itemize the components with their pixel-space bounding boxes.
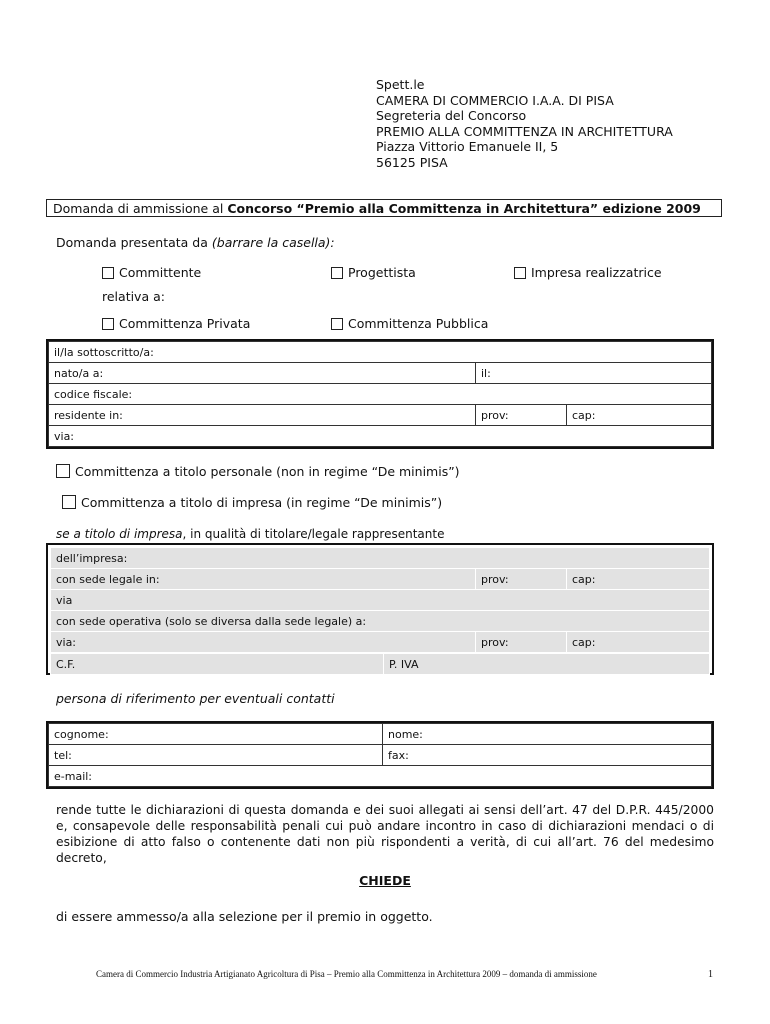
field-cognome[interactable]: cognome: <box>49 724 383 745</box>
checkbox-icon[interactable] <box>102 267 114 279</box>
field-codice-fiscale[interactable]: codice fiscale: <box>49 384 712 405</box>
checkbox-icon[interactable] <box>56 464 70 478</box>
recipient-line: 56125 PISA <box>376 154 448 170</box>
relativa-label: relativa a: <box>102 289 165 304</box>
checkbox-label: Committente <box>119 265 202 280</box>
impresa-intro-italic: se a titolo di impresa <box>56 527 183 541</box>
declaration-paragraph: rende tutte le dichiarazioni di questa domanda e dei suoi allegati ai sensi dell’art. 47 del D.P.R. 445/2000 e, consapevole delle responsabilità penali cui può andare incontro in caso di dichiarazioni mendaci o di esibizione di atto falso o contenente dati non più rispondenti a verità, di cui all’art. 76 del medesimo decreto, <box>56 803 714 865</box>
recipient-line: Segreteria del Concorso <box>376 108 527 124</box>
field-residente[interactable]: residente in: <box>49 405 476 426</box>
request-text: di essere ammesso/a alla selezione per il premio in oggetto. <box>56 909 433 924</box>
presented-by-hint: (barrare la casella): <box>211 235 335 250</box>
signer-table <box>46 339 714 449</box>
checkbox-label: Impresa realizzatrice <box>531 265 662 280</box>
field-residente-cap[interactable]: cap: <box>567 405 712 426</box>
impresa-intro-text: , in qualità di titolare/legale rappresentante <box>182 527 445 541</box>
checkbox-icon[interactable] <box>514 267 526 279</box>
field-fax[interactable]: fax: <box>383 745 712 766</box>
page-footer: Camera di Commercio Industria Artigianato Agricoltura di Pisa – Premio alla Committenza in Architettura 2009 – domanda di ammissione <box>96 969 597 979</box>
checkbox-titolo-personale[interactable] <box>56 464 460 479</box>
checkbox-icon[interactable] <box>331 318 343 330</box>
recipient-line: PREMIO ALLA COMMITTENZA IN ARCHITETTURA <box>376 123 673 139</box>
field-cf[interactable]: C.F. <box>51 654 384 675</box>
field-sede-operativa-cap[interactable]: cap: <box>567 632 710 653</box>
field-nome[interactable]: nome: <box>383 724 712 745</box>
recipient-line: CAMERA DI COMMERCIO I.A.A. DI PISA <box>376 92 614 108</box>
checkbox-label: Committenza a titolo di impresa (in regime “De minimis”) <box>81 495 443 510</box>
checkbox-icon[interactable] <box>62 495 76 509</box>
impresa-intro <box>56 527 444 541</box>
field-sede-legale-prov[interactable]: prov: <box>476 569 567 590</box>
field-residente-prov[interactable]: prov: <box>476 405 567 426</box>
checkbox-label: Progettista <box>348 265 416 280</box>
field-email[interactable]: e-mail: <box>49 766 712 787</box>
checkbox-impresa-realizzatrice[interactable] <box>514 265 662 280</box>
field-via-legale[interactable]: via <box>51 590 710 611</box>
checkbox-label: Committenza a titolo personale (non in regime “De minimis”) <box>75 464 460 479</box>
recipient-line: Spett.le <box>376 77 425 92</box>
checkbox-committente[interactable] <box>102 265 201 280</box>
field-sede-legale-cap[interactable]: cap: <box>567 569 710 590</box>
contact-heading: persona di riferimento per eventuali contatti <box>56 691 335 706</box>
contact-table <box>46 721 714 789</box>
field-via-operativa[interactable]: via: <box>51 632 476 653</box>
presented-by-text: Domanda presentata da <box>56 235 212 250</box>
presented-by-label <box>56 235 335 250</box>
checkbox-titolo-impresa[interactable] <box>62 495 442 510</box>
field-piva[interactable]: P. IVA <box>384 654 710 675</box>
field-sottoscritto[interactable]: il/la sottoscritto/a: <box>49 342 712 363</box>
title-prefix: Domanda di ammissione al <box>53 201 228 216</box>
page-number: 1 <box>708 969 713 980</box>
field-impresa[interactable]: dell’impresa: <box>51 548 710 569</box>
checkbox-committenza-privata[interactable] <box>102 316 250 331</box>
recipient-line: Piazza Vittorio Emanuele II, 5 <box>376 139 559 155</box>
checkbox-committenza-pubblica[interactable] <box>331 316 488 331</box>
field-nato[interactable]: nato/a a: <box>49 363 476 384</box>
field-sede-operativa-prov[interactable]: prov: <box>476 632 567 653</box>
company-table <box>46 543 714 675</box>
field-sede-legale[interactable]: con sede legale in: <box>51 569 476 590</box>
recipient-address <box>376 77 673 171</box>
checkbox-progettista[interactable] <box>331 265 416 280</box>
checkbox-label: Committenza Pubblica <box>348 316 489 331</box>
field-nato-il[interactable]: il: <box>476 363 712 384</box>
checkbox-label: Committenza Privata <box>119 316 251 331</box>
document-title <box>46 199 722 217</box>
title-bold: Concorso “Premio alla Committenza in Architettura” edizione 2009 <box>227 201 701 216</box>
checkbox-icon[interactable] <box>102 318 114 330</box>
checkbox-icon[interactable] <box>331 267 343 279</box>
field-tel[interactable]: tel: <box>49 745 383 766</box>
chiede-heading: CHIEDE <box>359 873 411 888</box>
field-sede-operativa[interactable]: con sede operativa (solo se diversa dalla sede legale) a: <box>51 611 710 632</box>
field-via[interactable]: via: <box>49 426 712 447</box>
